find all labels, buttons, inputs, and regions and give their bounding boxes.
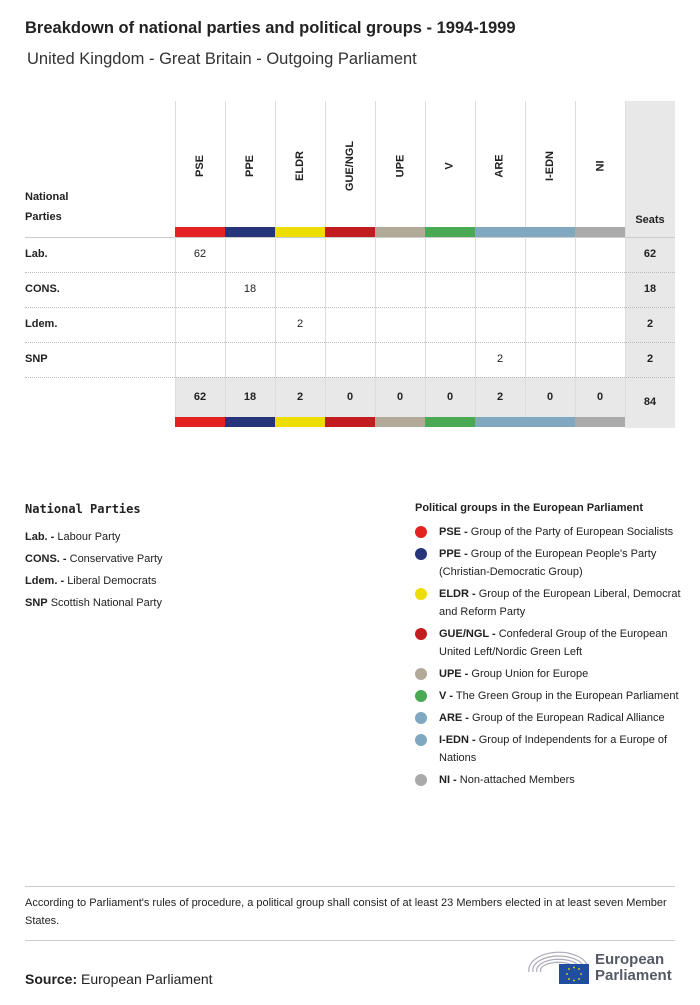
column-header: [425, 111, 475, 221]
group-color-bar: [375, 417, 425, 427]
column-header-label: ELDR: [293, 151, 306, 181]
chart-title: Breakdown of national parties and political groups - 1994-1999: [25, 19, 516, 37]
group-color-dot: [415, 690, 427, 702]
group-color-dot: [415, 712, 427, 724]
column-total: 62: [193, 391, 207, 403]
group-color-bar: [575, 417, 625, 427]
seat-value: 2: [296, 318, 304, 330]
logo-line1: European: [595, 951, 665, 968]
group-abbr: NI -: [439, 774, 457, 786]
party-abbr: Lab. -: [25, 531, 55, 543]
group-abbr: ELDR -: [439, 588, 476, 600]
group-abbr: PPE -: [439, 548, 468, 560]
row-total: 2: [646, 353, 654, 365]
column-header: [275, 111, 325, 221]
group-legend-item: [415, 665, 685, 683]
column-header-label: I-EDN: [543, 151, 556, 181]
ep-logo: [527, 950, 672, 986]
column-header-label: PPE: [243, 154, 256, 178]
group-legend-item: [415, 523, 685, 541]
group-color-dot: [415, 588, 427, 600]
group-name: Group of the Party of European Socialists: [470, 526, 674, 538]
group-color-bar: [225, 227, 275, 237]
group-name: The Green Group in the European Parliament: [455, 690, 679, 702]
column-header: [375, 111, 425, 221]
party-name: Conservative Party: [69, 553, 163, 565]
row-total: 2: [646, 318, 654, 330]
group-color-bar: [525, 227, 575, 237]
group-abbr: I-EDN -: [439, 734, 476, 746]
party-legend-item: [25, 570, 163, 592]
group-color-bar: [575, 227, 625, 237]
source-label: Source:: [25, 971, 78, 987]
chart-subtitle: United Kingdom - Great Britain - Outgoing Parliament: [27, 50, 417, 68]
party-legend-item: [25, 548, 163, 570]
header-divider: [25, 237, 675, 238]
grand-total: 84: [643, 396, 657, 408]
row-header: National Parties: [25, 191, 69, 223]
divider: [25, 886, 675, 887]
seats-column-bg: [625, 101, 675, 428]
party-abbr: Ldem. -: [25, 575, 65, 587]
group-legend-item: [415, 545, 685, 581]
group-color-bar: [175, 227, 225, 237]
group-legend-item: [415, 585, 685, 621]
column-header: [475, 111, 525, 221]
column-header: [175, 111, 225, 221]
group-name: Group of the European Liberal, Democrat and Reform Party: [439, 588, 681, 618]
column-total: 0: [546, 391, 554, 403]
seat-value: 18: [243, 283, 257, 295]
group-color-bar: [375, 227, 425, 237]
group-abbr: V -: [439, 690, 454, 702]
group-color-dot: [415, 628, 427, 640]
row-label: Ldem.: [25, 318, 58, 330]
row-total: 62: [643, 248, 657, 260]
party-legend-item: [25, 592, 163, 614]
column-total: 0: [596, 391, 604, 403]
column-total: 0: [396, 391, 404, 403]
group-legend-item: [415, 687, 685, 705]
row-label: SNP: [25, 353, 48, 365]
group-color-dot: [415, 526, 427, 538]
party-legend-title: National Parties: [25, 502, 141, 516]
seat-value: 2: [496, 353, 504, 365]
column-total: 18: [243, 391, 257, 403]
divider: [25, 940, 675, 941]
group-color-dot: [415, 774, 427, 786]
column-total: 2: [496, 391, 504, 403]
group-color-bar: [175, 417, 225, 427]
column-header-label: NI: [594, 160, 606, 172]
group-color-dot: [415, 668, 427, 680]
group-legend-item: [415, 625, 685, 661]
group-abbr: PSE -: [439, 526, 468, 538]
group-color-dot: [415, 548, 427, 560]
group-legend-title: Political groups in the European Parliament: [415, 502, 643, 514]
row-divider: [25, 272, 675, 273]
group-name: Group of the European Radical Alliance: [472, 712, 665, 724]
group-color-bar: [275, 417, 325, 427]
group-color-bar: [325, 227, 375, 237]
party-name: Liberal Democrats: [67, 575, 157, 587]
group-name: Group of the European People's Party (Christian-Democratic Group): [439, 548, 657, 578]
party-legend: [25, 502, 163, 614]
seats-header: Seats: [635, 214, 665, 226]
column-header: [225, 111, 275, 221]
source-value: European Parliament: [81, 971, 213, 987]
row-label: Lab.: [25, 248, 48, 260]
group-abbr: UPE -: [439, 668, 469, 680]
group-name: Non-attached Members: [459, 774, 575, 786]
party-abbr: CONS. -: [25, 553, 67, 565]
seat-value: 62: [193, 248, 207, 260]
column-header-label: ARE: [493, 154, 506, 178]
source: [25, 971, 213, 987]
group-color-bar: [475, 227, 525, 237]
group-color-bar: [275, 227, 325, 237]
group-color-bar: [325, 417, 375, 427]
group-color-bar: [425, 417, 475, 427]
group-color-bar: [425, 227, 475, 237]
column-total: 0: [446, 391, 454, 403]
row-divider: [25, 307, 675, 308]
row-divider: [25, 377, 675, 378]
group-color-bar: [475, 417, 525, 427]
party-legend-item: [25, 526, 163, 548]
group-legend: [415, 502, 685, 793]
row-total: 18: [643, 283, 657, 295]
column-total: 0: [346, 391, 354, 403]
column-header: [525, 111, 575, 221]
column-header-label: GUE/NGL: [344, 140, 356, 192]
group-color-bar: [525, 417, 575, 427]
group-name: Group of Independents for a Europe of Nations: [439, 734, 668, 764]
group-abbr: ARE -: [439, 712, 469, 724]
group-legend-item: [415, 709, 685, 727]
seats-table: [25, 101, 675, 428]
group-name: Confederal Group of the European United Left/Nordic Green Left: [439, 628, 668, 658]
group-color-dot: [415, 734, 427, 746]
group-legend-item: [415, 771, 685, 789]
row-divider: [25, 342, 675, 343]
column-total: 2: [296, 391, 304, 403]
party-name: Labour Party: [57, 531, 121, 543]
column-header: [575, 111, 625, 221]
row-label: CONS.: [25, 283, 60, 295]
party-name: Scottish National Party: [50, 597, 162, 609]
column-header-label: PSE: [193, 154, 206, 178]
group-name: Group Union for Europe: [471, 668, 589, 680]
group-color-bar: [225, 417, 275, 427]
footnote: According to Parliament's rules of procedure, a political group shall consist of at least 23 Members elected in at least seven Member States.: [25, 897, 667, 927]
group-legend-item: [415, 731, 685, 767]
hemicycle-flag-icon: [527, 950, 591, 986]
column-header-label: UPE: [394, 154, 406, 178]
party-abbr: SNP: [25, 597, 48, 609]
group-abbr: GUE/NGL -: [439, 628, 496, 640]
column-header: [325, 111, 375, 221]
logo-line2: Parliament: [595, 967, 672, 984]
column-header-label: V: [444, 162, 456, 170]
